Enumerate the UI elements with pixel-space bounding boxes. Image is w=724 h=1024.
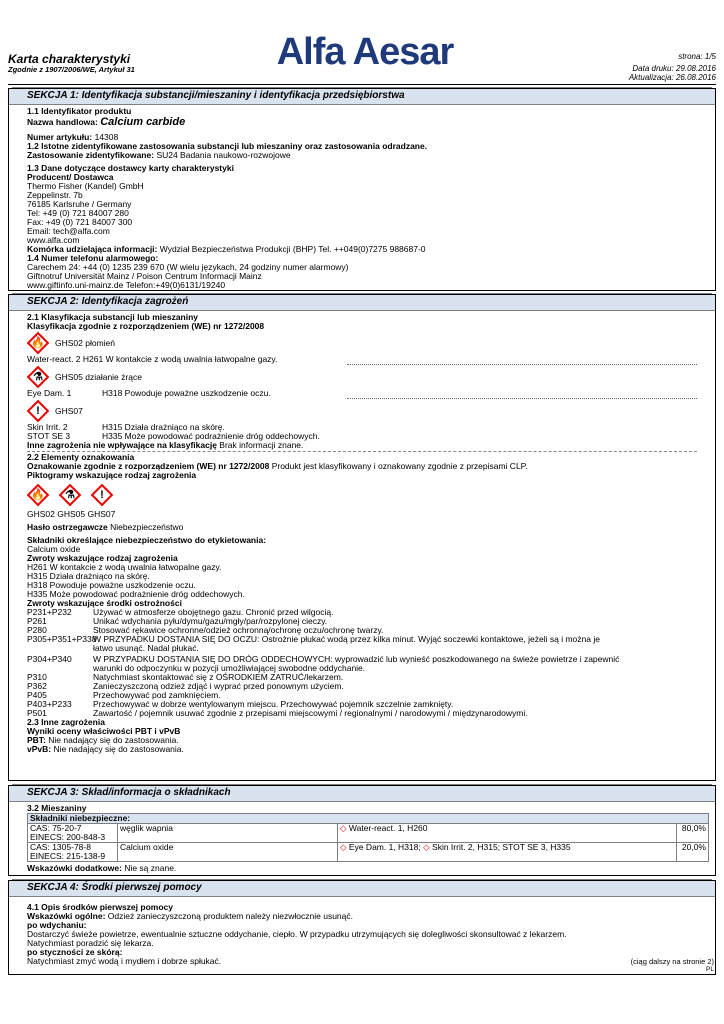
- skin-irrit-code: Skin Irrit. 2: [27, 422, 68, 432]
- p-text: Przechowywać pod zamknięciem.: [93, 690, 221, 700]
- component-name: Calcium oxide: [118, 843, 338, 862]
- p-text: Zawartość / pojemnik usuwać zgodnie z przepisami miejscowymi / regionalnymi / narodowymi / międzynarodowymi.: [93, 708, 528, 718]
- table-row: [28, 843, 709, 862]
- p-code: P405: [27, 690, 47, 700]
- skin-text: Natychmiast zmyć wodą i mydłem i dobrze spłukać.: [27, 956, 222, 966]
- corrosion-icon: ⚗: [59, 484, 81, 506]
- ghs07-label: GHS07: [55, 405, 83, 416]
- s1-14: 1.4 Numer telefonu alarmowego:: [27, 253, 159, 263]
- eye-dam-h: H318 Powoduje poważne uszkodzenie oczu.: [102, 388, 271, 398]
- corrosion-icon: ⚗: [27, 366, 49, 388]
- p-text: W PRZYPADKU DOSTANIA SIĘ DO OCZU: Ostrożnie płukać wodą przez kilka minut. Wyjąć soczewki kontaktowe, jeżeli są i można je: [93, 634, 600, 644]
- flame-icon: 🔥: [27, 484, 49, 506]
- p-code: P280: [27, 625, 47, 635]
- pbt-heading: Wyniki oceny właściwości PBT i vPvB: [27, 726, 181, 736]
- p-text: Zanieczyszczoną odzież zdjąć i wyprać przed ponownym użyciem.: [93, 681, 344, 691]
- use-value: SU24 Badania naukowo-rozwojowe: [156, 150, 291, 160]
- producer-label: Producent/ Dostawca: [27, 172, 114, 182]
- s1-13: 1.3 Dane dotyczące dostawcy karty charakterystyki: [27, 163, 234, 173]
- additional-info-label: Wskazówki dodatkowe:: [27, 863, 122, 873]
- p-text: Przechowywać w dobrze wentylowanym miejscu. Przechowywać pojemnik szczelnie zamknięty.: [93, 699, 454, 709]
- labelling-label: Oznakowanie zgodnie z rozporządzeniem (WE) nr 1272/2008: [27, 461, 270, 471]
- update-date: Aktualizacja: 26.08.2016: [628, 73, 716, 82]
- info-value: Wydział Bezpieczeństwa Produkcji (BHP) Tel. ++049(0)7275 988687-0: [159, 244, 426, 254]
- labelling-value: Produkt jest klasyfikowany i oznakowany zgodnie z przepisami CLP.: [271, 461, 528, 471]
- info-label: Komórka udzielająca informacji:: [27, 244, 158, 254]
- section-3-heading: SEKCJA 3: Skład/informacja o składnikach: [9, 786, 715, 802]
- pictograms-label: Piktogramy wskazujące rodzaj zagrożenia: [27, 470, 197, 480]
- water-react-line: Water-react. 2 H261 W kontakcie z wodą uwalnia łatwopalne gazy.: [27, 354, 278, 364]
- h-statement: H335 Może powodować podrażnienie dróg oddechowych.: [27, 589, 245, 599]
- s3-32: 3.2 Mieszaniny: [27, 803, 87, 813]
- document-subtitle: Zgodnie z 1907/2006/WE, Artykuł 31: [8, 65, 135, 74]
- ghs02-label: GHS02 płomień: [55, 337, 116, 348]
- p-code: P304+P340: [27, 654, 72, 664]
- p-text: łatwo usunąć. Nadal płukać.: [93, 643, 199, 653]
- s2-23: 2.3 Inne zagrożenia: [27, 717, 105, 727]
- section-1-heading: SEKCJA 1: Identyfikacja substancji/mieszaniny i identyfikacja przedsiębiorstwa: [9, 89, 715, 105]
- other-hazards-label: Inne zagrożenia nie wpływające na klasyfikację: [27, 440, 217, 450]
- stot-code: STOT SE 3: [27, 431, 71, 441]
- inhalation-label: po wdychaniu:: [27, 920, 87, 930]
- section-3: [8, 785, 716, 876]
- p-code: [27, 644, 93, 653]
- address-line: Thermo Fisher (Kandel) GmbH: [27, 181, 144, 191]
- table-heading: Składniki niebezpieczne:: [30, 813, 131, 823]
- s4-41: 4.1 Opis środków pierwszej pomocy: [27, 902, 173, 912]
- p-statements: [27, 608, 697, 718]
- label-component: Calcium oxide: [27, 544, 81, 554]
- emergency-line: Carechem 24: +44 (0) 1235 239 670 (W wielu językach, 24 godziny numer alarmowy): [27, 262, 349, 272]
- fax: Fax: +49 (0) 721 84007 300: [27, 217, 133, 227]
- p-code: P501: [27, 708, 47, 718]
- p-code: P403+P233: [27, 699, 72, 709]
- einecs-number: EINECS: 215-138-9: [30, 851, 106, 861]
- p-statements-label: Zwroty wskazujące środki ostrożności: [27, 598, 182, 608]
- article-number: 14308: [94, 132, 119, 142]
- p-text: Używać w atmosferze obojętnego gazu. Chronić przed wilgocią.: [93, 607, 334, 617]
- website: www.alfa.com: [27, 235, 80, 245]
- other-hazards-value: Brak informacji znane.: [219, 440, 304, 450]
- cas-number: CAS: 1305-78-8: [30, 842, 91, 852]
- p-text: Unikać wdychania pyłu/dymu/gazu/mgły/par/rozpylonej cieczy.: [93, 616, 328, 626]
- table-row: [28, 824, 709, 843]
- additional-info-value: Nie są znane.: [124, 863, 177, 873]
- p-text: warunki do odpoczynku w pozycji umożliwiającej swobodne oddychanie.: [93, 663, 366, 673]
- alfa-aesar-logo: [250, 28, 480, 72]
- address-line: 76185 Karlsruhe / Germany: [27, 199, 132, 209]
- flame-icon: 🔥: [27, 332, 49, 354]
- cas-number: CAS: 75-20-7: [30, 823, 82, 833]
- inhalation-text: Dostarczyć świeże powietrze, ewentualnie sztuczne oddychanie, ciepło. W przypadku utrzymujących się dolegliwości skonsultować z lekarzem.: [27, 929, 567, 939]
- flame-icon: ◇: [340, 823, 347, 833]
- language-code: PL: [706, 966, 714, 973]
- corrosion-icon: ◇: [340, 842, 347, 852]
- address-line: Zeppelinstr. 7b: [27, 190, 83, 200]
- skin-label: po styczności ze skórą:: [27, 947, 123, 957]
- article-number-label: Numer artykułu:: [27, 132, 93, 142]
- concentration: 20,0%: [677, 843, 709, 862]
- pbt-value: Nie nadający się do zastosowania.: [48, 735, 179, 745]
- section-1: [8, 88, 716, 291]
- section-2-heading: SEKCJA 2: Identyfikacja zagrożeń: [9, 295, 715, 311]
- classification: Water-react. 1, H260: [348, 823, 428, 833]
- svg-text:Alfa Aesar: Alfa Aesar: [276, 31, 454, 72]
- section-2: [8, 294, 716, 781]
- trade-name-label: Nazwa handlowa:: [27, 117, 98, 127]
- skin-irrit-h: H315 Działa drażniąco na skórę.: [102, 422, 225, 432]
- s2-21b: Klasyfikacja zgodnie z rozporządzeniem (WE) nr 1272/2008: [27, 321, 265, 331]
- stot-h: H335 Może powodować podrażnienie dróg oddechowych.: [102, 431, 320, 441]
- vpvb-value: Nie nadający się do zastosowania.: [53, 744, 184, 754]
- pictogram-names: GHS02 GHS05 GHS07: [27, 509, 116, 519]
- vpvb-label: vPvB:: [27, 744, 52, 754]
- h-statement: H315 Działa drażniąco na skórę.: [27, 571, 150, 581]
- emergency-line: Giftnotruf Universität Mainz / Poison Centrum Informacji Mainz: [27, 271, 262, 281]
- eye-dam-code: Eye Dam. 1: [27, 388, 72, 398]
- ghs05-label: GHS05 działanie żrące: [55, 371, 142, 382]
- trade-name: Calcium carbide: [100, 116, 186, 128]
- pbt-label: PBT:: [27, 735, 46, 745]
- p-text: Stosować rękawice ochronne/odzież ochronną/ochronę oczu/ochronę twarzy.: [93, 625, 384, 635]
- s2-21: 2.1 Klasyfikacja substancji lub mieszaniny: [27, 312, 199, 322]
- page-number: strona: 1/5: [678, 52, 716, 61]
- section-4-heading: SEKCJA 4: Środki pierwszej pomocy: [9, 881, 715, 897]
- concentration: 80,0%: [677, 824, 709, 843]
- p-text: W PRZYPADKU DOSTANIA SIĘ DO DRÓG ODDECHOWYCH: wyprowadzić lub wynieść poszkodowanego na świeże powietrze i zapewnić: [93, 654, 620, 664]
- s1-12: 1.2 Istotne zidentyfikowane zastosowania substancji lub mieszaniny oraz zastosowania odradzane.: [27, 141, 428, 151]
- h-statement: H318 Powoduje poważne uszkodzenie oczu.: [27, 580, 196, 590]
- label-components-label: Składniki określające niebezpieczeństwo do etykietowania:: [27, 535, 267, 545]
- general-label: Wskazówki ogólne:: [27, 911, 106, 921]
- p-code: P305+P351+P338: [27, 634, 97, 644]
- p-code: P261: [27, 616, 47, 626]
- exclamation-icon: ◇: [423, 842, 430, 852]
- p-code: P231+P232: [27, 607, 72, 617]
- print-date: Data druku: 29.08.2016: [632, 64, 716, 73]
- general-value: Odzież zanieczyszczoną produktem należy niezwłocznie usunąć.: [107, 911, 353, 921]
- s2-22: 2.2 Elementy oznakowania: [27, 452, 135, 462]
- document-title: Karta charakterystyki: [8, 52, 131, 66]
- s1-subheading: 1.1 Identyfikator produktu: [27, 106, 132, 116]
- exclamation-icon: !: [27, 400, 49, 422]
- email: Email: tech@alfa.com: [27, 226, 110, 236]
- signal-word-label: Hasło ostrzegawcze: [27, 522, 108, 532]
- p-text: Natychmiast skontaktować się z OŚRODKIEM ZATRUĆ/lekarzem.: [93, 672, 344, 682]
- p-code: P362: [27, 681, 47, 691]
- h-statements-label: Zwroty wskazujące rodzaj zagrożenia: [27, 553, 178, 563]
- continued-note: (ciąg dalszy na stronie 2): [630, 957, 714, 966]
- classification: Eye Dam. 1, H318;: [348, 842, 421, 852]
- p-code: P310: [27, 672, 47, 682]
- classification: Skin Irrit. 2, H315; STOT SE 3, H335: [432, 842, 571, 852]
- phone: Tel: +49 (0) 721 84007 280: [27, 208, 129, 218]
- use-label: Zastosowanie zidentyfikowane:: [27, 150, 155, 160]
- h-statement: H261 W kontakcie z wodą uwalnia łatwopalne gazy.: [27, 562, 222, 572]
- einecs-number: EINECS: 200-848-3: [30, 832, 106, 842]
- inhalation-text: Natychmiast poradzić się lekarza.: [27, 938, 154, 948]
- signal-word: Niebezpieczeństwo: [110, 522, 184, 532]
- emergency-line: www.giftinfo.uni-mainz.de Telefon:+49(0)6131/19240: [27, 280, 226, 290]
- components-table: [27, 813, 709, 862]
- exclamation-icon: !: [91, 484, 113, 506]
- section-4: [8, 880, 716, 974]
- component-name: węglik wapnia: [118, 824, 338, 843]
